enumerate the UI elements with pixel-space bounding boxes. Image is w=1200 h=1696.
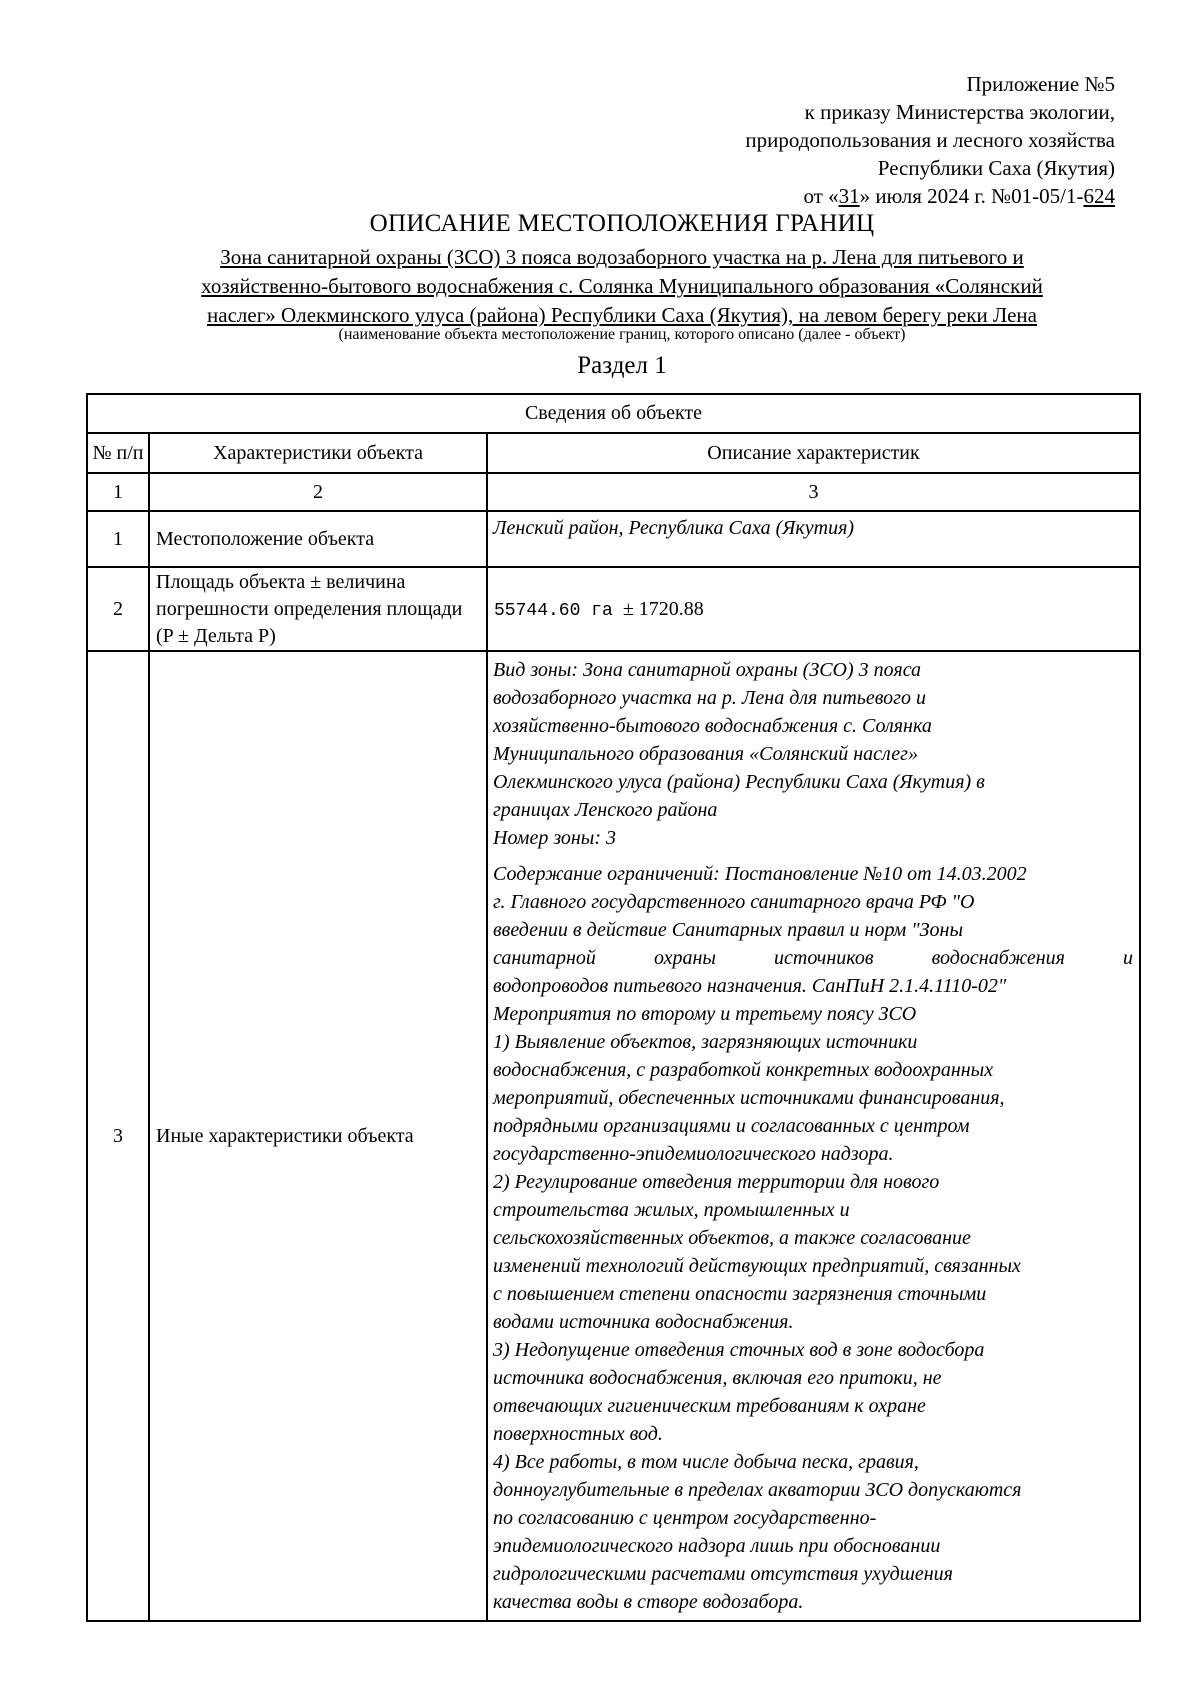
header-cell-description: Описание характеристик: [487, 433, 1140, 473]
order-date-line: [515, 182, 1115, 210]
zone-line: Олекминского улуса (района) Республики Саха (Якутия) в: [493, 771, 985, 793]
spacer: [493, 852, 1133, 860]
restriction-line: Мероприятия по второму и третьему поясу ЗСО: [493, 1003, 917, 1025]
row-value: [487, 567, 1140, 651]
restriction-word: водоснабжения: [931, 947, 1065, 969]
row-number: 3: [87, 651, 149, 1621]
restriction-line: водоснабжения, с разработкой конкретных водоохранных: [493, 1059, 994, 1081]
column-number-row: [87, 473, 1140, 511]
appendix-line: к приказу Министерства экологии,: [804, 100, 1115, 124]
restriction-word: охраны: [653, 947, 716, 969]
order-number: 624: [1083, 184, 1115, 208]
restriction-line: Содержание ограничений: Постановление №10 от 14.03.2002: [493, 863, 1027, 885]
appendix-header: [515, 70, 1115, 210]
table-title-row: [87, 394, 1140, 433]
restriction-word: санитарной: [493, 947, 596, 969]
restriction-line: поверхностных вод.: [493, 1423, 663, 1445]
restriction-line: подрядными организациями и согласованных с центром: [493, 1115, 970, 1137]
zone-line: Муниципального образования «Солянский наслег»: [493, 743, 918, 765]
restriction-word: источников: [774, 947, 874, 969]
row-characteristic: Иные характеристики объекта: [149, 651, 487, 1621]
row-characteristic: [149, 567, 487, 651]
characteristic-line: (P ± Дельта P): [156, 624, 276, 647]
restriction-line: качества воды в створе водозабора.: [493, 1591, 804, 1613]
zone-line: водозаборного участка на р. Лена для питьевого и: [493, 687, 926, 709]
object-name-line: наслег» Олекминского улуса (района) Республики Саха (Якутия), на левом берегу реки Лена: [207, 303, 1037, 327]
restriction-line: эпидемиологического надзора лишь при обосновании: [493, 1535, 941, 1557]
table-title: Сведения об объекте: [87, 394, 1140, 433]
restriction-line: водами источника водоснабжения.: [493, 1311, 794, 1333]
area-error: ± 1720.88: [622, 597, 704, 620]
table-row: [87, 651, 1140, 1621]
table-row: [87, 511, 1140, 567]
restriction-line: 1) Выявление объектов, загрязняющих источники: [493, 1031, 918, 1053]
area-value: 55744.60 га: [494, 600, 613, 621]
date-middle: » июля 2024 г. №01-05/1-: [859, 184, 1084, 208]
object-name-line: хозяйственно-бытового водоснабжения с. Солянка Муниципального образования «Солянский: [201, 274, 1043, 298]
object-name: [100, 243, 1144, 330]
appendix-line: природопользования и лесного хозяйства: [745, 128, 1115, 152]
appendix-line: Приложение №5: [966, 72, 1115, 96]
zone-number: Номер зоны: 3: [493, 827, 616, 849]
table-header-row: [87, 433, 1140, 473]
zone-description: [493, 656, 1133, 852]
row-number: 1: [87, 511, 149, 567]
restriction-word: и: [1123, 947, 1134, 969]
restriction-line: с повышением степени опасности загрязнения сточными: [493, 1283, 987, 1305]
restrictions: [493, 860, 1133, 1616]
section-title: Раздел 1: [577, 352, 667, 379]
zone-line: границах Ленского района: [493, 799, 718, 821]
date-day: 31: [838, 184, 860, 208]
restriction-line: по согласованию с центром государственно-: [493, 1507, 877, 1529]
restriction-line: введении в действие Санитарных правил и норм "Зоны: [493, 919, 963, 941]
restriction-line: изменений технологий действующих предприятий, связанных: [493, 1255, 1021, 1277]
restriction-line-justified: [493, 944, 1133, 972]
object-caption: (наименование объекта местоположение границ, которого описано (далее - объект): [338, 326, 906, 343]
object-name-line: Зона санитарной охраны (ЗСО) 3 пояса водозаборного участка на р. Лена для питьевого и: [220, 245, 1024, 269]
column-number: 3: [487, 473, 1140, 511]
restriction-line: гидрологическими расчетами отсутствия ухудшения: [493, 1563, 953, 1585]
column-number: 1: [87, 473, 149, 511]
column-number: 2: [149, 473, 487, 511]
row-number: 2: [87, 567, 149, 651]
row-value: [487, 651, 1140, 1621]
zone-line: хозяйственно-бытового водоснабжения с. Солянка: [493, 715, 932, 737]
restriction-line: 3) Недопущение отведения сточных вод в зоне водосбора: [493, 1339, 985, 1361]
restriction-line: государственно-эпидемиологического надзора.: [493, 1143, 894, 1165]
row-value: Ленский район, Республика Саха (Якутия): [487, 511, 1140, 567]
header-cell-characteristic: Характеристики объекта: [149, 433, 487, 473]
restriction-line: строительства жилых, промышленных и: [493, 1199, 850, 1221]
object-info-table: [86, 393, 1141, 1622]
appendix-line: Республики Саха (Якутия): [877, 156, 1115, 180]
restriction-line: мероприятий, обеспеченных источниками финансирования,: [493, 1087, 1005, 1109]
restriction-line: донноуглубительные в пределах акватории ЗСО допускаются: [493, 1479, 1022, 1501]
restriction-line: 4) Все работы, в том числе добыча песка, гравия,: [493, 1451, 919, 1473]
characteristic-line: погрешности определения площади: [156, 597, 463, 620]
restriction-line: сельскохозяйственных объектов, а также согласование: [493, 1227, 971, 1249]
zone-line: Вид зоны: Зона санитарной охраны (ЗСО) 3 пояса: [493, 659, 922, 681]
restriction-line: г. Главного государственного санитарного врача РФ "О: [493, 891, 975, 913]
restriction-line: отвечающих гигиеническим требованиям к охране: [493, 1395, 926, 1417]
restriction-line: 2) Регулирование отведения территории для нового: [493, 1171, 940, 1193]
date-prefix: от «: [803, 184, 839, 208]
header-cell-num: № п/п: [87, 433, 149, 473]
row-characteristic: Местоположение объекта: [149, 511, 487, 567]
table-row: [87, 567, 1140, 651]
restriction-line: источника водоснабжения, включая его притоки, не: [493, 1367, 942, 1389]
characteristic-line: Площадь объекта ± величина: [156, 570, 406, 593]
restriction-line: водопроводов питьевого назначения. СанПиН 2.1.4.1110-02": [493, 975, 1007, 997]
document-title: ОПИСАНИЕ МЕСТОПОЛОЖЕНИЯ ГРАНИЦ: [369, 210, 875, 237]
